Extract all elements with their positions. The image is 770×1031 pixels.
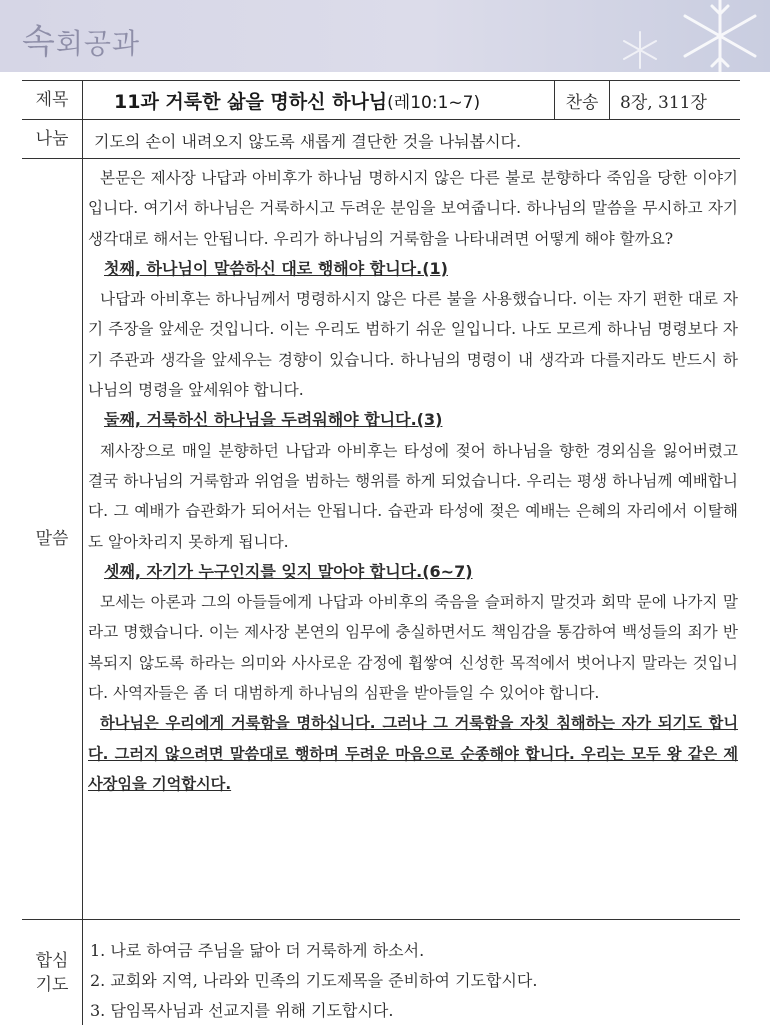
hymn-value: 8장, 311장 [620,93,707,113]
point1-heading: 첫째, 하나님이 말씀하신 대로 행해야 합니다.(1) [104,258,448,278]
hymn-label: 찬송 [554,81,610,119]
lesson-title [114,87,480,114]
prayer-item: 2. 교회와 지역, 나라와 민족의 기도제목을 준비하여 기도합시다. [90,971,538,990]
lesson-sheet [22,80,740,1031]
snowflake-icon [570,0,770,72]
banner-title-rest: 회공과 [55,27,141,60]
conclusion-paragraph: 하나님은 우리에게 거룩함을 명하십니다. 그러나 그 거룩함을 자칫 침해하는 자가 되기도 합니다. 그러지 않으려면 말씀대로 행하며 두려운 마음으로 순종해야 합니다. 우리는 모두 왕 같은 제사장임을 기억합시다. [88,714,738,793]
prayer-label-line2: 기도 [35,974,69,995]
prayer-row [22,920,740,1025]
banner-title [22,14,140,63]
point1-paragraph: 나답과 아비후는 하나님께서 명령하시지 않은 다른 불을 사용했습니다. 이는 자기 편한 대로 자기 주장을 앞세운 것입니다. 이는 우리도 범하기 쉬운 일입니다. 나도 모르게 하나님 명령보다 자기 주관과 생각을 앞세우는 경향이 있습니다. 하나님의 명령이 내 생각과 다를지라도 반드시 하나님의 명령을 앞세워야 합니다. [88,290,738,400]
share-text: 기도의 손이 내려오지 않도록 새롭게 결단한 것을 나눠봅시다. [94,132,522,151]
point3-heading: 셋째, 자기가 누구인지를 잊지 말아야 합니다.(6~7) [104,561,473,581]
prayer-item: 1. 나로 하여금 주님을 닮아 더 거룩하게 하소서. [90,941,425,960]
title-row [22,81,740,120]
header-banner [0,0,770,72]
scripture-reference: (레10:1~7) [387,93,481,113]
prayer-label [22,920,83,1025]
share-label: 나눔 [22,120,83,158]
word-row [22,159,740,920]
word-label: 말씀 [22,159,83,919]
lesson-title-text: 11과 거룩한 삶을 명하신 하나님 [114,91,388,113]
prayer-list [90,936,537,1026]
share-row [22,120,740,159]
title-label: 제목 [22,81,83,119]
point3-paragraph: 모세는 아론과 그의 아들들에게 나답과 아비후의 죽음을 슬퍼하지 말것과 회막 문에 나가지 말라고 명했습니다. 이는 제사장 본연의 임무에 충실하면서도 책임감을 통감하여 백성들의 죄가 반복되지 않도록 하라는 의미와 사사로운 감정에 휩쌓여 신성한 목적에서 벗어나지 말라는 것입니다. 사역자들은 좀 더 대범하게 하나님의 심판을 받아들일 수 있어야 합니다. [88,593,738,703]
intro-paragraph: 본문은 제사장 나답과 아비후가 하나님 명하시지 않은 다른 불로 분향하다 죽임을 당한 이야기입니다. 여기서 하나님은 거룩하시고 두려운 분임을 보여줍니다. 하나님의 말씀을 무시하고 자기 생각대로 해서는 안됩니다. 우리가 하나님의 거룩함을 나타내려면 어떻게 해야 할까요? [88,169,738,248]
banner-title-big: 속 [22,22,56,62]
sermon-body [88,163,738,799]
prayer-item: 3. 담임목사님과 선교지를 위해 기도합시다. [90,1001,394,1020]
point2-paragraph: 제사장으로 매일 분향하던 나답과 아비후는 타성에 젖어 하나님을 향한 경외심을 잃어버렸고 결국 하나님의 거룩함과 위엄을 범하는 행위를 하게 되었습니다. 우리는 평생 하나님께 예배합니다. 그 예배가 습관화가 되어서는 안됩니다. 습관과 타성에 젖은 예배는 은혜의 자리에서 이탈해도 알아차리지 못하게 됩니다. [88,441,738,551]
point2-heading: 둘째, 거룩하신 하나님을 두려워해야 합니다.(3) [104,410,443,430]
prayer-label-line1: 합심 [35,950,69,971]
